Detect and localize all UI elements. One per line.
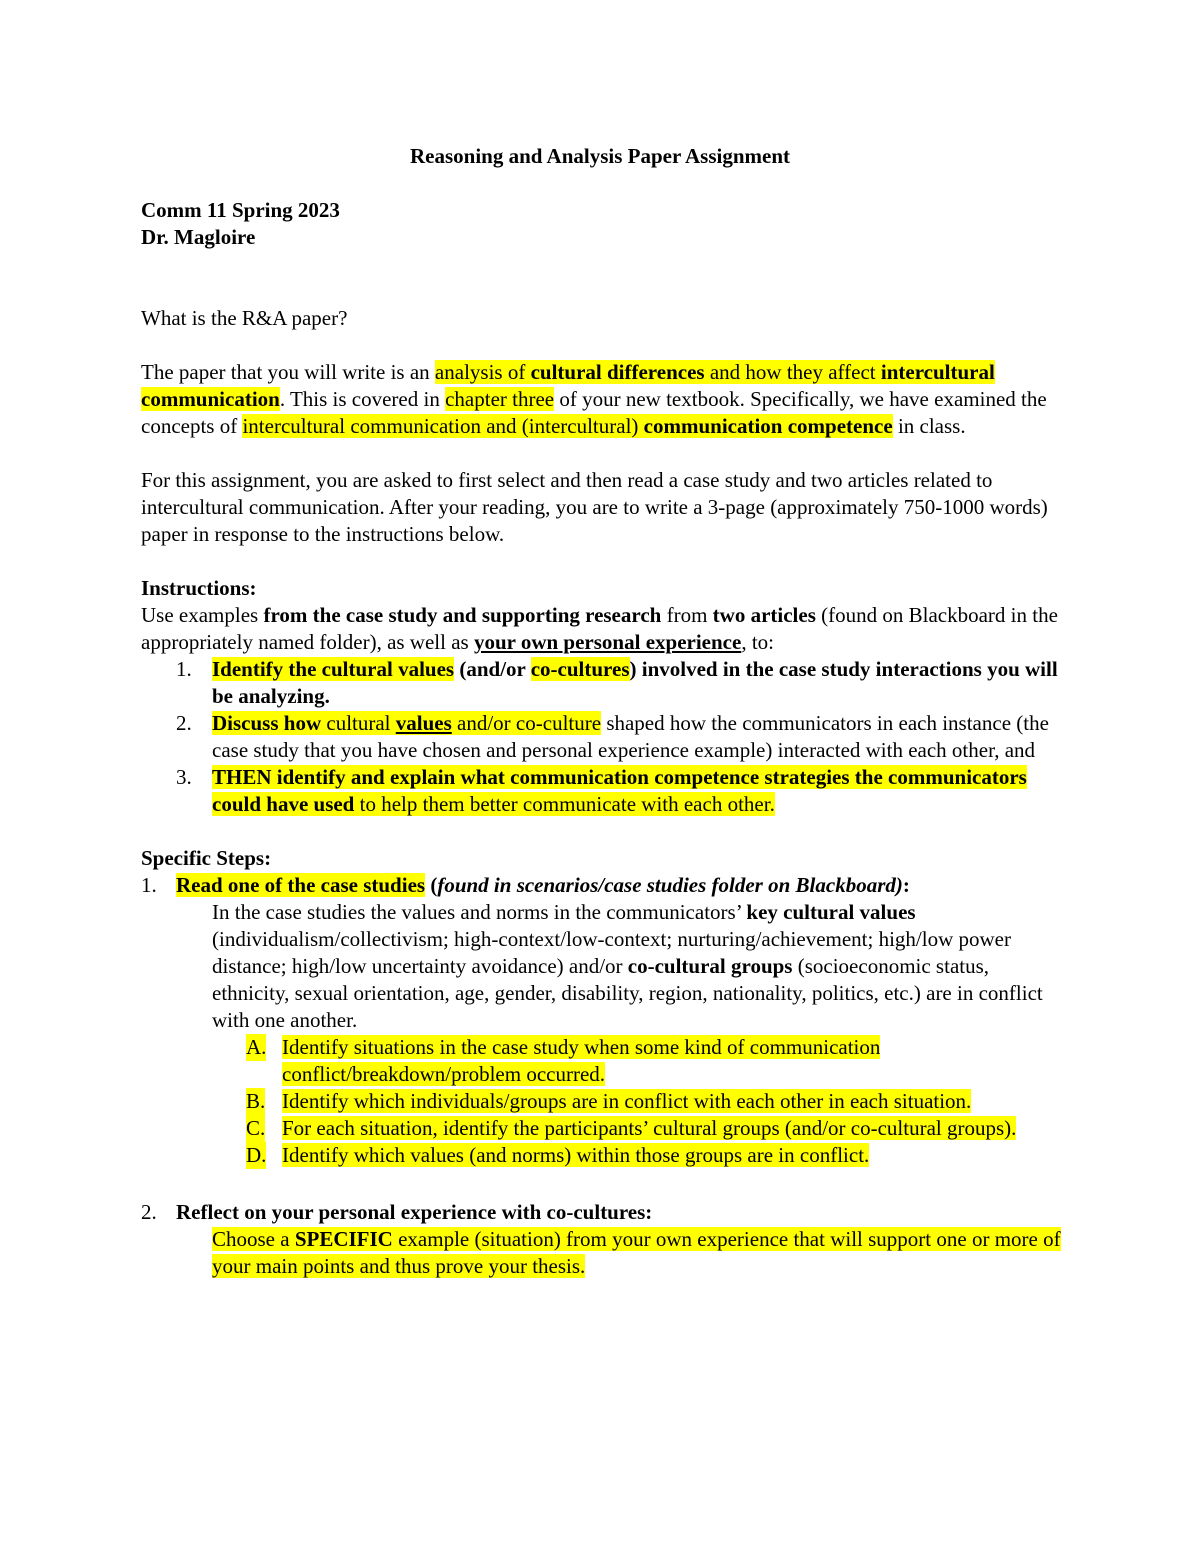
step-item: 1. Read one of the case studies (found in scenarios/case studies folder on Blackboard): In the case studies the values and norms in the communicators’ key cultural values (individualism/collectivism; high-context/low-context; nurturing/achievement; high/low power distance; high/low uncertainty avoidance) and/or co-cultural groups (socioeconomic status, ethnicity, sexual orientation, age, gender, disability, region, nationality, politics, etc.) are in conflict with one another. — [141, 872, 1071, 1034]
step-item: 2. Reflect on your personal experience with co-cultures: Choose a SPECIFIC example (situation) from your own experience that will support one or more of your main points and thus prove your thesis. — [141, 1199, 1071, 1280]
intro-text: The paper that you will write is an — [141, 360, 435, 384]
intro-paragraph: The paper that you will write is an analysis of cultural differences and how they affect intercultural communication. This is covered in chapter three of your new textbook. Specifically, we have examined the concepts of intercultural communication and (intercultural) communication competence in class. — [141, 360, 1047, 438]
substep-item: A. Identify situations in the case study when some kind of communication conflict/breakdown/problem occurred. — [246, 1035, 881, 1086]
steps-heading: Specific Steps: — [141, 846, 272, 870]
step-description: In the case studies the values and norms in the communicators’ key cultural values (individualism/collectivism; high-context/low-context; nurturing/achievement; high/low power distance; high/low uncertainty avoidance) and/or co-cultural groups (socioeconomic status, ethnicity, sexual orientation, age, gender, disability, region, nationality, politics, etc.) are in conflict with one another. — [212, 900, 1043, 1032]
substep-item: D. Identify which values (and norms) within those groups are in conflict. — [246, 1143, 870, 1167]
substep-item: C. For each situation, identify the participants’ cultural groups (and/or co-cultural groups). — [246, 1116, 1017, 1140]
highlight: chapter three — [445, 387, 555, 411]
substep-item: B. Identify which individuals/groups are in conflict with each other in each situation. — [246, 1089, 972, 1113]
step-description: Choose a SPECIFIC example (situation) from your own experience that will support one or more of your main points and thus prove your thesis. — [212, 1227, 1061, 1278]
highlight: analysis of cultural differences and how they affect — [434, 360, 881, 384]
document-page — [141, 143, 1071, 1280]
document-title: Reasoning and Analysis Paper Assignment — [409, 144, 791, 168]
instructions-list — [141, 656, 1071, 818]
highlight: intercultural communication — [141, 360, 995, 411]
underlined-phrase: your own personal experience — [473, 630, 742, 654]
instructions-heading: Instructions: — [141, 576, 257, 600]
substeps-list — [141, 1034, 1071, 1169]
steps-list-2 — [141, 1199, 1071, 1280]
list-item: 3. THEN identify and explain what communication competence strategies the communicators could have used to help them better communicate with each other. — [176, 765, 1027, 816]
assignment-paragraph: For this assignment, you are asked to first select and then read a case study and two articles related to intercultural communication. After your reading, you are to write a 3-page (approximately 750-1000 words) paper in response to the instructions below. — [141, 468, 1048, 546]
highlight: intercultural communication and (intercultural) — [242, 414, 644, 438]
question-line: What is the R&A paper? — [141, 306, 348, 330]
highlight: communication competence — [643, 414, 893, 438]
instructions-paragraph: Use examples from the case study and supporting research from two articles (found on Blackboard in the appropriately named folder), as well as your own personal experience, to: — [141, 603, 1058, 654]
list-item: 2. Discuss how cultural values and/or co-culture shaped how the communicators in each instance (the case study that you have chosen and personal experience example) interacted with each other, and — [176, 711, 1049, 762]
list-item: 1. Identify the cultural values (and/or co-cultures) involved in the case study interactions you will be analyzing. — [176, 657, 1058, 708]
course-line: Comm 11 Spring 2023 — [141, 198, 340, 222]
instructor-line: Dr. Magloire — [141, 225, 256, 249]
steps-list — [141, 872, 1071, 1034]
